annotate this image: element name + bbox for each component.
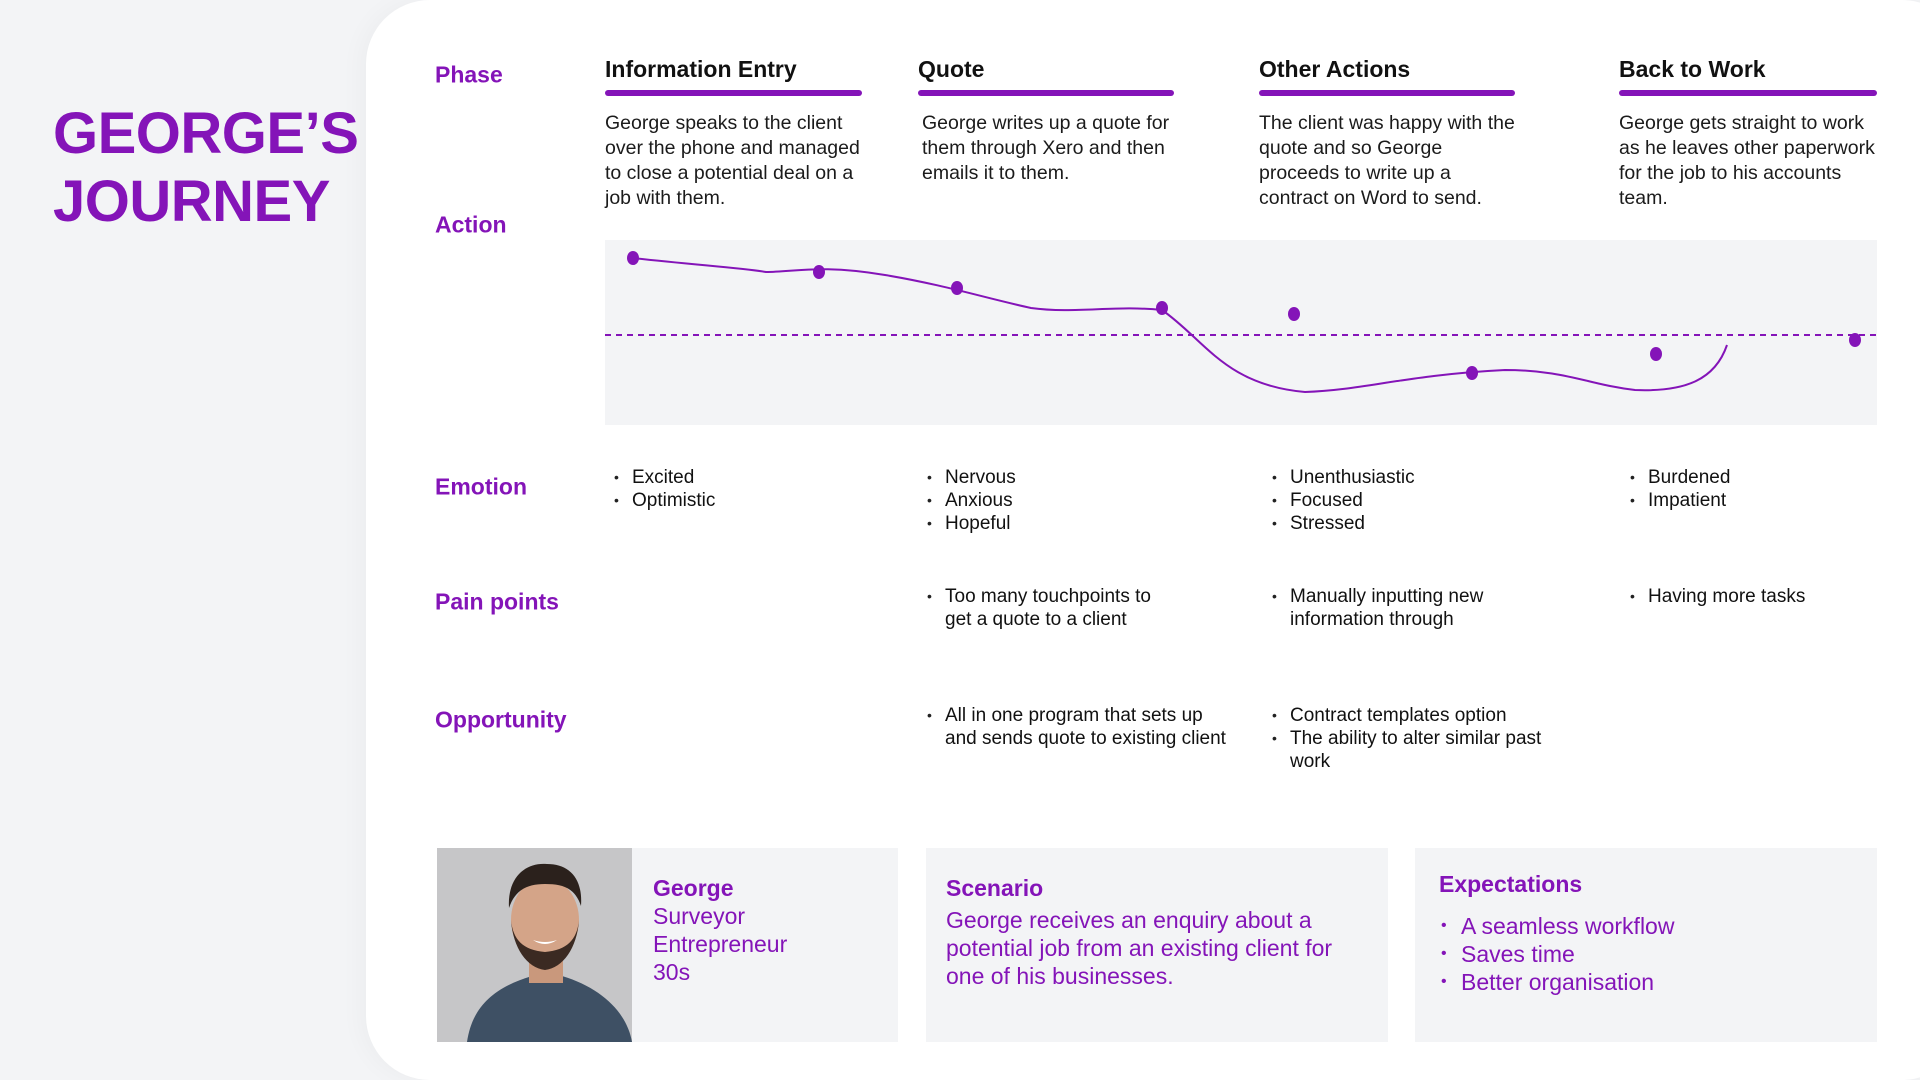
person-photo-icon	[437, 848, 632, 1042]
persona-card	[437, 848, 898, 1042]
phase-description: George writes up a quote for them through Xero and then emails it to them.	[922, 112, 1170, 184]
data-point	[1650, 347, 1662, 361]
emotion-list-information-entry	[614, 466, 715, 512]
emotion-curve-svg	[605, 240, 1877, 425]
row-label-phase: Phase	[435, 61, 503, 88]
phase-title: Other Actions	[1259, 56, 1411, 82]
list-item: • The ability to alter similar past work	[1272, 727, 1572, 773]
data-point	[627, 251, 639, 265]
row-label-opportunity: Opportunity	[435, 706, 567, 733]
scenario-title: Scenario	[946, 875, 1044, 901]
page-title-line-2: JOURNEY	[53, 169, 330, 234]
row-label-pain-points: Pain points	[435, 588, 559, 615]
phase-description: The client was happy with the quote and so George proceeds to write up a contract on Word to send.	[1259, 112, 1515, 209]
expectations-title: Expectations	[1439, 871, 1583, 897]
phase-quote	[918, 54, 1180, 186]
list-item: • Hopeful	[927, 512, 1016, 535]
data-point	[1466, 366, 1478, 380]
persona-occupation: Entrepreneur	[653, 931, 788, 957]
phase-underline	[918, 90, 1174, 96]
list-item: • All in one program that sets up and sends quote to existing client	[927, 704, 1227, 750]
phase-title: Quote	[918, 56, 985, 82]
list-item: • Impatient	[1630, 489, 1730, 512]
list-item: • Nervous	[927, 466, 1016, 489]
list-item: • Optimistic	[614, 489, 715, 512]
list-item: • Stressed	[1272, 512, 1415, 535]
list-item: • Anxious	[927, 489, 1016, 512]
page-title	[53, 100, 358, 236]
persona-details	[653, 874, 787, 986]
expectations-content	[1439, 870, 1859, 996]
data-point	[1288, 307, 1300, 321]
phase-other-actions	[1259, 54, 1521, 211]
phase-back-to-work	[1619, 54, 1877, 211]
phase-underline	[1619, 90, 1877, 96]
persona-age: 30s	[653, 959, 691, 985]
emotion-curve-line	[633, 258, 1727, 392]
list-item: • Saves time	[1439, 940, 1859, 968]
phase-underline	[605, 90, 862, 96]
list-item: • Excited	[614, 466, 715, 489]
list-item: • Having more tasks	[1630, 585, 1880, 608]
opportunities-other-actions	[1272, 704, 1572, 773]
row-label-action: Action	[435, 211, 507, 238]
persona-name: George	[653, 875, 734, 901]
phase-information-entry	[605, 54, 877, 211]
page-title-line-1: GEORGE’S	[53, 101, 359, 166]
list-item: • Focused	[1272, 489, 1415, 512]
scenario-card	[926, 848, 1388, 1042]
data-point	[1849, 333, 1861, 347]
pain-points-back-to-work	[1630, 585, 1880, 608]
list-item: • Contract templates option	[1272, 704, 1572, 727]
phase-underline	[1259, 90, 1515, 96]
data-point	[813, 265, 825, 279]
list-item: • Burdened	[1630, 466, 1730, 489]
scenario-text: George receives an enquiry about a potential job from an existing client for one of his businesses.	[946, 907, 1333, 989]
opportunities-quote	[927, 704, 1227, 750]
list-item: • Unenthusiastic	[1272, 466, 1415, 489]
expectations-card	[1415, 848, 1877, 1042]
emotion-curve-chart	[605, 240, 1877, 425]
emotion-list-back-to-work	[1630, 466, 1730, 512]
scenario-content	[946, 874, 1371, 990]
list-item: • Manually inputting new information through	[1272, 585, 1522, 631]
emotion-list-other-actions	[1272, 466, 1415, 535]
list-item: • A seamless workflow	[1439, 912, 1859, 940]
pain-points-quote	[927, 585, 1177, 631]
phase-title: Information Entry	[605, 56, 797, 82]
persona-role: Surveyor	[653, 903, 746, 929]
phase-description: George gets straight to work as he leaves other paperwork for the job to his accounts team.	[1619, 112, 1875, 209]
row-label-emotion: Emotion	[435, 473, 527, 500]
data-point	[1156, 301, 1168, 315]
list-item: • Too many touchpoints to get a quote to a client	[927, 585, 1177, 631]
list-item: • Better organisation	[1439, 968, 1859, 996]
pain-points-other-actions	[1272, 585, 1522, 631]
phase-description: George speaks to the client over the phone and managed to close a potential deal on a job with them.	[605, 112, 860, 209]
data-point	[951, 281, 963, 295]
emotion-list-quote	[927, 466, 1016, 535]
phase-title: Back to Work	[1619, 56, 1766, 82]
expectations-list	[1439, 912, 1859, 996]
